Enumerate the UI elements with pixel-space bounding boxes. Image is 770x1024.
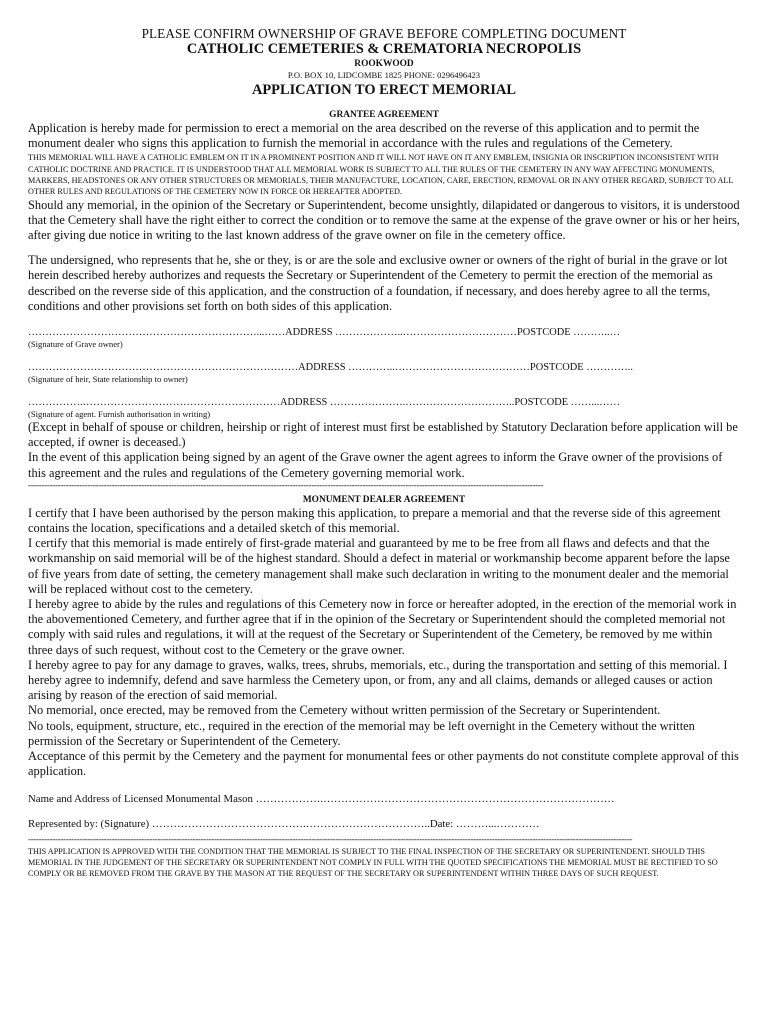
grantee-agreement-heading: GRANTEE AGREEMENT xyxy=(329,110,439,120)
section-divider: ----------------------------------------------------------------------------------------------------------------------------------------------------------------------------------------------- xyxy=(28,480,544,490)
grave-owner-signature-line[interactable]: …………………………………………………………...……ADDRESS ………………..……………………………POSTCODE ………..… xyxy=(28,327,620,339)
heir-signature-caption: (Signature of heir, State relationship to owner) xyxy=(28,374,188,385)
agent-signature-caption: (Signature of agent. Furnish authorisation in writing) xyxy=(28,409,211,420)
dealer-paragraph-1: I certify that I have been authorised by the person making this application, to prepare a memorial and that the reverse side of this agreement contains the location, specifications and a detailed sketch of this memorial. xyxy=(28,505,721,536)
dealer-paragraph-4: I hereby agree to pay for any damage to graves, walks, trees, shrubs, memorials, etc., during the transportation and setting of this memorial. I hereby agree to indemnify, defend and save harmless the Cemetery upon, or from, any and all claims, demands or alleged causes or action arising by reason of the erection of said memorial. xyxy=(28,657,728,703)
dealer-paragraph-3: I hereby agree to abide by the rules and regulations of this Cemetery now in force or hereafter adopted, in the erection of the memorial work in the abovementioned Cemetery, and further agree that if in the opinion of the Secretary or Superintendent should the completed memorial not comply with said rules and regulations, it will at the request of the Secretary or Superintendent of the Cemetery, be removed by me within three days of such request, without cost to the Cemetery or the grave owner. xyxy=(28,597,737,657)
dealer-paragraph-5: No memorial, once erected, may be removed from the Cemetery without written permission of the Secretary or Superintendent. xyxy=(28,703,661,718)
grave-owner-signature-caption: (Signature of Grave owner) xyxy=(28,339,123,350)
agent-note: (Except in behalf of spouse or children, heirship or right of interest must first be established by Statutory Declaration before application will be accepted, if owner is deceased.) xyxy=(28,420,738,450)
footer-divider: -------------------------------------------------------------------------------------------------------------------------------------------------------------------------------------------------------------------------------- xyxy=(28,835,633,845)
grantee-caps-clause: THIS MEMORIAL WILL HAVE A CATHOLIC EMBLEM ON IT IN A PROMINENT POSITION AND IT WILL NOT HAVE ON IT ANY EMBLEM, INSIGNIA OR INSCRIPTION INCONSISTENT WITH CATHOLIC DOCTRINE AND PRACTICE. IT IS UNDERSTOOD THAT ALL MEMORIAL WORK IS SUBJECT TO ALL THE RULES OF THE CEMETERY IN ANY WAY AFFECTING MONUMENTS, MARKERS, HEADSTONES OR ANY OTHER STRUCTURES OR MEMORIALS, THEIR MANUFACTURE, LOCATION, CARE, ERECTION, REMOVAL OR IN ANY OTHER REGARD, SUBJECT TO ALL OTHER RULES AND REGULATIONS OF THE CEMETERY NOW IN FORCE OR HEREAFTER ADOPTED. xyxy=(28,153,734,197)
agent-signature-line[interactable]: …………….…………………………………………………ADDRESS ………………….…………………………..POSTCODE ……...…… xyxy=(28,397,620,409)
grantee-paragraph-2: Should any memorial, in the opinion of the Secretary or Superintendent, become unsightly, dilapidated or dangerous to visitors, it is understood that the Cemetery shall have the right either to correct the condition or to remove the same at the expense of the grave owner or his or her heirs, after giving due notice in writing to the last known address of the grave owner on file in the cemetery office. xyxy=(28,197,740,242)
dealer-paragraph-2: I certify that this memorial is made entirely of first-grade material and guaranteed by me to be free from all flaws and defects and that the workmanship on said memorial will be of the highest standard. Should a defect in material or workmanship become apparent before the lapse of five years from date of setting, the cemetery management shall make such declaration in writing to the monument dealer and the memorial will be replaced without cost to the cemetery. xyxy=(28,536,730,596)
represented-by-signature-field[interactable]: Represented by: (Signature) …………………………………….……………………………..Date: ………...………… xyxy=(28,818,540,831)
grantee-paragraph-1: Application is hereby made for permission to erect a memorial on the area described on the reverse of this application and to permit the monument dealer who signs this application to furnish the memorial in accordance with the rules and regulations of the Cemetery. xyxy=(28,121,700,151)
dealer-paragraph-6: No tools, equipment, structure, etc., required in the erection of the memorial may be left overnight in the Cemetery without the written permission of the Secretary or Superintendent of the Cemetery. xyxy=(28,718,695,748)
mason-name-address-field[interactable]: Name and Address of Licensed Monumental Mason ……………….……………………………………………………………………… xyxy=(28,793,615,806)
signature-block xyxy=(28,326,740,420)
grantee-paragraph-3: The undersigned, who represents that he, she or they, is or are the sole and exclusive owner or owners of the right of burial in the grave or lot herein described hereby authorizes and requests the Secretary or Superintendent of the Cemetery to permit the erection of the memorial as described on the reverse side of this application, and the construction of a foundation, if necessary, and does hereby agree to all the terms, conditions and other provisions set forth on both sides of this application. xyxy=(28,253,728,313)
heir-signature-line[interactable]: ……………………………………………………………………ADDRESS …………..…………………………………POSTCODE ………….. xyxy=(28,362,633,374)
postal-address: P.O. BOX 10, LIDCOMBE 1825 PHONE: 0296496423 xyxy=(287,70,481,80)
dealer-paragraph-7: Acceptance of this permit by the Cemetery and the payment for monumental fees or other payments do not constitute complete approval of this application. xyxy=(28,749,739,779)
dealer-agreement-heading: MONUMENT DEALER AGREEMENT xyxy=(302,494,466,505)
agent-note-2: In the event of this application being signed by an agent of the Grave owner the agent agrees to inform the Grave owner of the provisions of this agreement and the rules and regulations of the Cemetery governing memorial work. xyxy=(28,450,723,480)
location-name: ROOKWOOD xyxy=(354,59,414,69)
approval-condition-footer: THIS APPLICATION IS APPROVED WITH THE CONDITION THAT THE MEMORIAL IS SUBJECT TO THE FINAL INSPECTION OF THE SECRETARY OR SUPERINTENDENT. SHOULD THIS MEMORIAL IN THE JUDGEMENT OF THE SECRETARY OR SUPERINTENDENT NOT COMPLY IN FULL WITH THE QUOTED SPECIFICATIONS THE MEMORIAL MUST BE RECTIFIED TO SO COMPLY OR BE REMOVED FROM THE GRAVE BY THE MASON AT THE REQUEST OF THE SECRETARY OR SUPERINTENDENT WITHIN THREE DAYS OF SUCH REQUEST. xyxy=(28,847,718,878)
ownership-notice: PLEASE CONFIRM OWNERSHIP OF GRAVE BEFORE COMPLETING DOCUMENT xyxy=(141,26,627,41)
document-title: APPLICATION TO ERECT MEMORIAL xyxy=(252,82,516,98)
organisation-name: CATHOLIC CEMETERIES & CREMATORIA NECROPOLIS xyxy=(186,41,582,57)
